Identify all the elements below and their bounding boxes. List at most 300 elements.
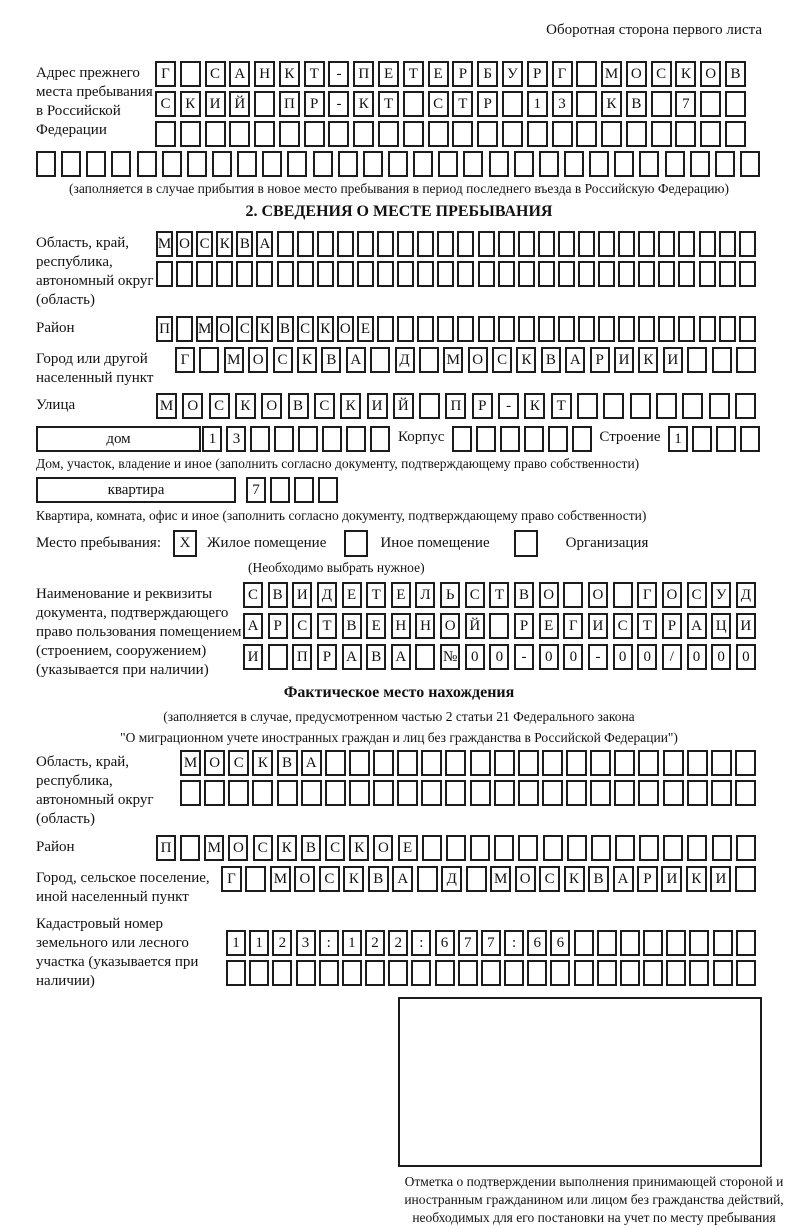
- char-box: К: [353, 91, 374, 117]
- char-box: [740, 151, 760, 177]
- char-box: [665, 151, 685, 177]
- char-box: [736, 930, 756, 956]
- char-box: [342, 960, 362, 986]
- char-box: 1: [342, 930, 362, 956]
- char-box: Р: [304, 91, 325, 117]
- char-box: [187, 151, 207, 177]
- char-box: 3: [296, 930, 316, 956]
- char-box: [298, 426, 318, 452]
- char-box: [500, 426, 520, 452]
- char-box: [388, 151, 408, 177]
- fact-raion-row: [156, 835, 756, 861]
- char-box: К: [317, 316, 334, 342]
- char-box: [651, 91, 672, 117]
- char-box: [518, 835, 538, 861]
- char-box: [711, 780, 732, 806]
- char-box: [630, 393, 651, 419]
- char-box: [576, 121, 597, 147]
- char-box: Т: [452, 91, 473, 117]
- char-box: А: [342, 644, 362, 670]
- char-box: К: [601, 91, 622, 117]
- char-box: [709, 393, 730, 419]
- fact-oblast-label: Область, край, республика, автономный округ (область): [36, 754, 154, 827]
- prev-address-label: Адрес прежнего места пребывания в Российской Федерации: [36, 65, 153, 138]
- char-box: А: [391, 644, 411, 670]
- char-box: [457, 261, 474, 287]
- char-box: [542, 780, 563, 806]
- char-box: [626, 121, 647, 147]
- char-box: М: [204, 835, 224, 861]
- char-box: [287, 151, 307, 177]
- char-box: [254, 121, 275, 147]
- stamp-area: [398, 997, 762, 1167]
- char-box: [558, 261, 575, 287]
- char-box: [614, 151, 634, 177]
- char-box: О: [204, 750, 225, 776]
- char-box: К: [279, 61, 300, 87]
- char-box: С: [651, 61, 672, 87]
- char-box: [162, 151, 182, 177]
- char-box: [620, 930, 640, 956]
- char-box: С: [273, 347, 293, 373]
- char-box: [237, 151, 257, 177]
- char-box: [638, 316, 655, 342]
- char-box: [563, 582, 583, 608]
- char-box: Г: [552, 61, 573, 87]
- char-box: [527, 121, 548, 147]
- char-box: [558, 231, 575, 257]
- kadastr-row-2: [226, 960, 756, 986]
- char-box: [180, 835, 200, 861]
- char-box: [564, 151, 584, 177]
- char-box: С: [205, 61, 226, 87]
- mesto-label: Место пребывания:: [36, 535, 161, 551]
- char-box: [370, 347, 390, 373]
- gorod-block: [36, 347, 762, 388]
- char-box: П: [156, 835, 176, 861]
- char-box: [542, 750, 563, 776]
- char-box: [438, 151, 458, 177]
- char-box: [249, 960, 269, 986]
- char-box: [317, 261, 334, 287]
- char-box: [700, 121, 721, 147]
- char-box: А: [565, 347, 585, 373]
- char-box: 2: [272, 930, 292, 956]
- char-box: [470, 780, 491, 806]
- char-box: Р: [527, 61, 548, 87]
- char-box: [597, 960, 617, 986]
- fact-gorod-row: [221, 866, 756, 892]
- char-box: [518, 750, 539, 776]
- char-box: [725, 121, 746, 147]
- char-box: И: [205, 91, 226, 117]
- char-box: О: [539, 582, 559, 608]
- char-box: 0: [711, 644, 731, 670]
- char-box: [397, 231, 414, 257]
- char-box: [417, 866, 438, 892]
- char-box: [543, 835, 563, 861]
- char-box: О: [294, 866, 315, 892]
- char-box: 0: [465, 644, 485, 670]
- char-box: [552, 121, 573, 147]
- kvartira-note: Квартира, комната, офис и иное (заполнить согласно документу, подтверждающему право собственности): [36, 508, 647, 523]
- char-box: П: [279, 91, 300, 117]
- kadastr-block: [36, 912, 762, 991]
- char-box: [566, 750, 587, 776]
- char-box: [478, 231, 495, 257]
- char-box: Н: [254, 61, 275, 87]
- char-box: М: [601, 61, 622, 87]
- char-box: [574, 930, 594, 956]
- char-box: В: [366, 644, 386, 670]
- char-box: С: [236, 316, 253, 342]
- char-box: М: [224, 347, 244, 373]
- char-box: Е: [357, 316, 374, 342]
- char-box: [349, 780, 370, 806]
- char-box: [268, 644, 288, 670]
- char-box: [614, 750, 635, 776]
- char-box: И: [614, 347, 634, 373]
- char-box: П: [353, 61, 374, 87]
- char-box: [377, 316, 394, 342]
- char-box: Р: [317, 644, 337, 670]
- char-box: [370, 426, 390, 452]
- mesto-checkbox-zhiloe: X: [173, 530, 197, 557]
- char-box: И: [588, 613, 608, 639]
- char-box: [86, 151, 106, 177]
- char-box: Б: [477, 61, 498, 87]
- char-box: [539, 151, 559, 177]
- oblast-row-2: [156, 261, 756, 287]
- char-box: К: [675, 61, 696, 87]
- char-box: [413, 151, 433, 177]
- char-box: И: [661, 866, 682, 892]
- char-box: [415, 644, 435, 670]
- char-box: К: [180, 91, 201, 117]
- char-box: [476, 426, 496, 452]
- raion-block: [36, 316, 762, 342]
- char-box: 2: [388, 930, 408, 956]
- char-box: [325, 780, 346, 806]
- char-box: [252, 780, 273, 806]
- char-box: [740, 426, 760, 452]
- char-box: [250, 426, 270, 452]
- char-box: 1: [202, 426, 222, 452]
- char-box: Е: [398, 835, 418, 861]
- char-box: Т: [378, 91, 399, 117]
- char-box: [417, 231, 434, 257]
- char-box: Р: [472, 393, 493, 419]
- char-box: М: [156, 393, 177, 419]
- char-box: К: [349, 835, 369, 861]
- char-box: [692, 426, 712, 452]
- char-box: Р: [268, 613, 288, 639]
- prev-address-rows: [155, 61, 746, 147]
- char-box: [466, 866, 487, 892]
- char-box: А: [346, 347, 366, 373]
- char-box: Т: [366, 582, 386, 608]
- char-box: [445, 750, 466, 776]
- char-box: Т: [637, 613, 657, 639]
- char-box: [713, 930, 733, 956]
- mesto-checkbox-inoe: [344, 530, 368, 557]
- char-box: [337, 231, 354, 257]
- char-box: В: [368, 866, 389, 892]
- char-box: [363, 151, 383, 177]
- char-box: [176, 261, 193, 287]
- char-box: [328, 121, 349, 147]
- char-box: [715, 151, 735, 177]
- char-box: [712, 347, 732, 373]
- char-box: К: [524, 393, 545, 419]
- char-box: [301, 780, 322, 806]
- char-box: [365, 960, 385, 986]
- char-box: Ц: [711, 613, 731, 639]
- char-box: [498, 231, 515, 257]
- char-box: [36, 151, 56, 177]
- section2-title: 2. СВЕДЕНИЯ О МЕСТЕ ПРЕБЫВАНИЯ: [245, 203, 553, 220]
- char-box: [452, 121, 473, 147]
- char-box: [739, 231, 756, 257]
- char-box: [713, 960, 733, 986]
- char-box: [338, 151, 358, 177]
- char-box: [682, 393, 703, 419]
- char-box: О: [373, 835, 393, 861]
- char-box: [735, 866, 756, 892]
- gorod-row: [175, 347, 756, 373]
- char-box: [578, 231, 595, 257]
- char-box: [614, 780, 635, 806]
- dom-widebox: дом: [36, 426, 201, 452]
- char-box: [538, 231, 555, 257]
- char-box: [518, 261, 535, 287]
- char-box: [322, 426, 342, 452]
- char-box: С: [465, 582, 485, 608]
- mesto-option-org-label: Организация: [565, 535, 649, 551]
- char-box: [262, 151, 282, 177]
- char-box: [297, 261, 314, 287]
- char-box: Р: [452, 61, 473, 87]
- char-box: [678, 316, 695, 342]
- char-box: [578, 316, 595, 342]
- char-box: [452, 426, 472, 452]
- char-box: 0: [687, 644, 707, 670]
- char-box: [590, 750, 611, 776]
- char-box: [666, 930, 686, 956]
- char-box: [620, 960, 640, 986]
- char-box: Д: [317, 582, 337, 608]
- char-box: [403, 121, 424, 147]
- kadastr-rows: [226, 912, 756, 986]
- char-box: Й: [465, 613, 485, 639]
- char-box: П: [156, 316, 173, 342]
- char-box: Т: [304, 61, 325, 87]
- char-box: [477, 121, 498, 147]
- char-box: [577, 393, 598, 419]
- char-box: [613, 582, 633, 608]
- char-box: М: [156, 231, 173, 257]
- char-box: О: [261, 393, 282, 419]
- char-box: В: [236, 231, 253, 257]
- char-box: [180, 61, 201, 87]
- char-box: [417, 261, 434, 287]
- kadastr-row-1: [226, 930, 756, 956]
- char-box: -: [328, 91, 349, 117]
- char-box: [318, 477, 338, 503]
- char-box: [61, 151, 81, 177]
- char-box: [199, 347, 219, 373]
- char-box: [446, 835, 466, 861]
- char-box: [457, 231, 474, 257]
- char-box: В: [268, 582, 288, 608]
- prev-address-row-4: [36, 151, 760, 177]
- char-box: [421, 750, 442, 776]
- char-box: И: [292, 582, 312, 608]
- char-box: [502, 121, 523, 147]
- prev-address-row-2: [155, 91, 746, 117]
- stroenie-row: [668, 426, 760, 452]
- char-box: О: [176, 231, 193, 257]
- char-box: И: [367, 393, 388, 419]
- char-box: [656, 393, 677, 419]
- char-box: В: [541, 347, 561, 373]
- char-box: С: [196, 231, 213, 257]
- char-box: В: [277, 316, 294, 342]
- char-box: [591, 835, 611, 861]
- char-box: [411, 960, 431, 986]
- dom-note: Дом, участок, владение и иное (заполнить согласно документу, подтверждающему право собственности): [36, 456, 640, 471]
- fact-raion-label: Район: [36, 839, 75, 855]
- char-box: 0: [613, 644, 633, 670]
- oblast-block: [36, 231, 762, 310]
- char-box: 0: [489, 644, 509, 670]
- char-box: Т: [317, 613, 337, 639]
- char-box: [736, 347, 756, 373]
- char-box: [274, 426, 294, 452]
- char-box: С: [319, 866, 340, 892]
- char-box: [678, 231, 695, 257]
- char-box: О: [588, 582, 608, 608]
- char-box: П: [445, 393, 466, 419]
- char-box: [494, 780, 515, 806]
- mesto-checkbox-org: [514, 530, 538, 557]
- dom-row: [202, 426, 390, 452]
- char-box: [397, 261, 414, 287]
- char-box: А: [229, 61, 250, 87]
- char-box: [196, 261, 213, 287]
- kvartira-row: [246, 477, 338, 503]
- char-box: Р: [590, 347, 610, 373]
- char-box: [687, 835, 707, 861]
- char-box: [498, 316, 515, 342]
- char-box: [598, 261, 615, 287]
- stroenie-label: Строение: [599, 429, 661, 445]
- char-box: [357, 231, 374, 257]
- char-box: [337, 261, 354, 287]
- char-box: Р: [514, 613, 534, 639]
- char-box: К: [343, 866, 364, 892]
- char-box: [205, 121, 226, 147]
- char-box: Р: [662, 613, 682, 639]
- char-box: [272, 960, 292, 986]
- char-box: Е: [539, 613, 559, 639]
- char-box: В: [588, 866, 609, 892]
- char-box: [658, 231, 675, 257]
- char-box: -: [514, 644, 534, 670]
- char-box: [229, 121, 250, 147]
- char-box: [317, 231, 334, 257]
- char-box: К: [564, 866, 585, 892]
- char-box: [739, 316, 756, 342]
- char-box: [204, 780, 225, 806]
- char-box: [550, 960, 570, 986]
- char-box: М: [443, 347, 463, 373]
- doc-row-1: [243, 582, 756, 608]
- char-box: 2: [365, 930, 385, 956]
- char-box: [470, 750, 491, 776]
- char-box: [618, 231, 635, 257]
- char-box: [601, 121, 622, 147]
- char-box: И: [736, 613, 756, 639]
- char-box: [690, 151, 710, 177]
- doc-row-3: [243, 644, 756, 670]
- char-box: О: [515, 866, 536, 892]
- raion-row: [156, 316, 756, 342]
- char-box: 6: [435, 930, 455, 956]
- char-box: [256, 261, 273, 287]
- mesto-option-inoe-label: Иное помещение: [380, 535, 490, 551]
- char-box: [615, 835, 635, 861]
- char-box: В: [342, 613, 362, 639]
- char-box: С: [209, 393, 230, 419]
- char-box: [518, 231, 535, 257]
- char-box: Р: [477, 91, 498, 117]
- char-box: -: [328, 61, 349, 87]
- char-box: [700, 91, 721, 117]
- char-box: [524, 426, 544, 452]
- char-box: И: [663, 347, 683, 373]
- char-box: [373, 780, 394, 806]
- char-box: [470, 835, 490, 861]
- char-box: Д: [736, 582, 756, 608]
- char-box: [377, 231, 394, 257]
- doc-rows: [243, 582, 756, 670]
- char-box: /: [662, 644, 682, 670]
- char-box: М: [196, 316, 213, 342]
- char-box: [666, 960, 686, 986]
- korpus-label: Корпус: [397, 429, 445, 445]
- char-box: М: [490, 866, 511, 892]
- char-box: К: [235, 393, 256, 419]
- char-box: [403, 91, 424, 117]
- char-box: У: [711, 582, 731, 608]
- char-box: В: [288, 393, 309, 419]
- char-box: [699, 261, 716, 287]
- mesto-option-zhiloe-label: Жилое помещение: [207, 535, 327, 551]
- char-box: [572, 426, 592, 452]
- char-box: С: [314, 393, 335, 419]
- char-box: [658, 316, 675, 342]
- char-box: [373, 750, 394, 776]
- char-box: [598, 316, 615, 342]
- char-box: 7: [458, 930, 478, 956]
- char-box: [651, 121, 672, 147]
- char-box: [397, 780, 418, 806]
- fact-oblast-rows: [180, 750, 756, 806]
- char-box: О: [228, 835, 248, 861]
- char-box: [538, 261, 555, 287]
- char-box: О: [468, 347, 488, 373]
